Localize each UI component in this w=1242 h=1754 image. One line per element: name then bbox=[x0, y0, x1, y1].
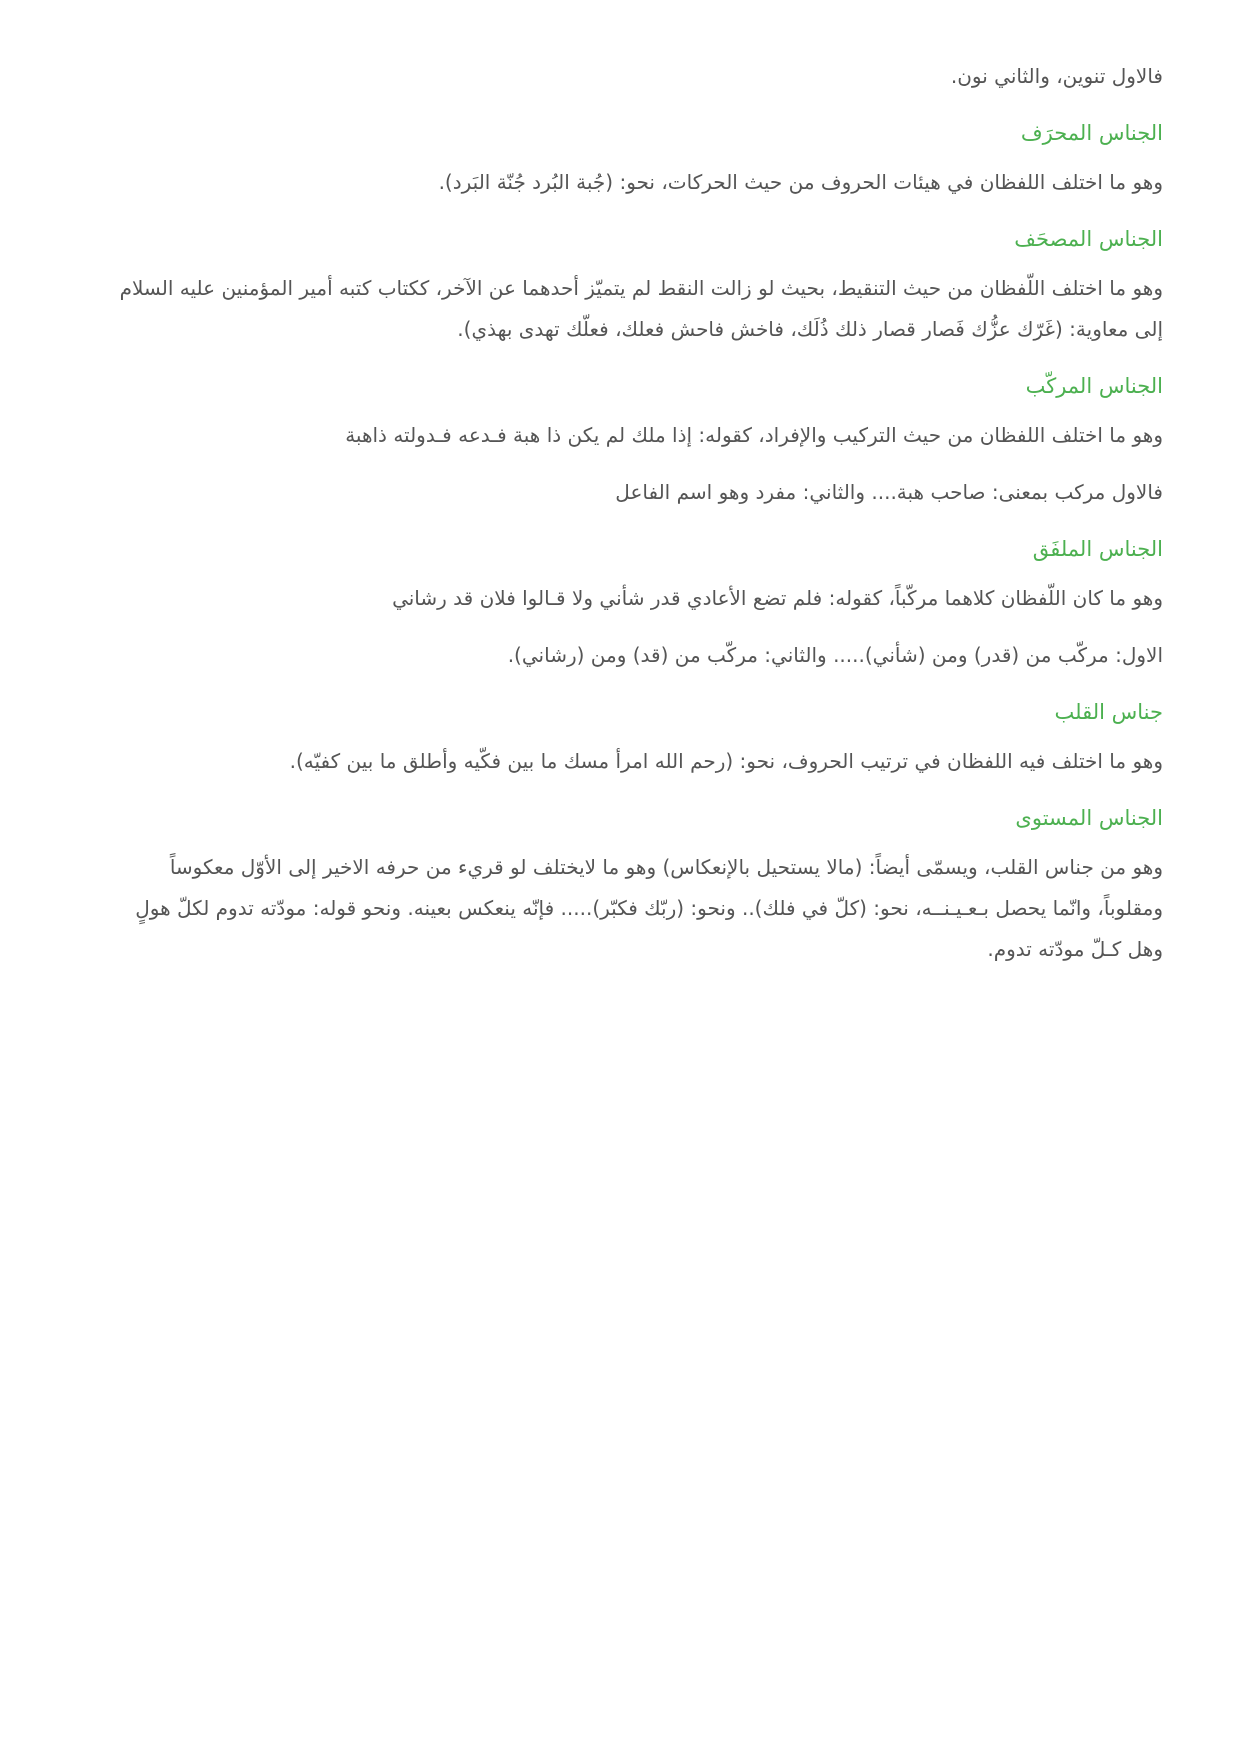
heading-muharraf: الجناس المحرَف bbox=[1020, 121, 1163, 145]
heading-mulaffaq: الجناس الملفَق bbox=[1032, 537, 1163, 561]
paragraph-murakkab-explanation: فالاول مركب بمعنى: صاحب هبة.... والثاني: مفرد وهو اسم الفاعل bbox=[615, 480, 1163, 504]
paragraph-mustawa: وهو من جناس القلب، ويسمّى أيضاً: (مالا يستحيل بالإنعكاس) وهو ما لايختلف لو قريء من حرفه الاخير إلى الأوّل معكوساً ومقلوباً، وانّما يحصل بـعـيـنــه، نحو: (كلّ في فلك).. ونحو: (ربّك فكبّر)..... فإنّه ينعكس بعينه. ونحو قوله: مودّته تدوم لكلّ هولٍ وهل كـلّ مودّته تدوم. bbox=[135, 855, 1163, 961]
paragraph-murakkab: وهو ما اختلف اللفظان من حيث التركيب والإفراد، كقوله: إذا ملك لم يكن ذا هبة فـدعه فـدولته ذاهبة bbox=[345, 423, 1163, 447]
paragraph-mulaffaq-explanation: الاول: مركّب من (قدر) ومن (شأني)..... والثاني: مركّب من (قد) ومن (رشاني). bbox=[507, 643, 1163, 667]
heading-mustawa: الجناس المستوى bbox=[1015, 806, 1163, 830]
paragraph-mulaffaq: وهو ما كان اللّفظان كلاهما مركّباً، كقوله: فلم تضع الأعادي قدر شأني ولا قـالوا فلان قد رشاني bbox=[392, 586, 1163, 610]
paragraph-tanween-noon: فالاول تنوين، والثاني نون. bbox=[950, 64, 1163, 88]
heading-qalb: جناس القلب bbox=[1054, 700, 1163, 724]
paragraph-muharraf: وهو ما اختلف اللفظان في هيئات الحروف من حيث الحركات، نحو: (جُبة البُرد جُنّة البَرد). bbox=[438, 170, 1163, 194]
heading-musahhaf: الجناس المصحَف bbox=[1014, 227, 1163, 251]
heading-murakkab: الجناس المركّب bbox=[1025, 374, 1163, 398]
paragraph-musahhaf: وهو ما اختلف اللّفظان من حيث التنقيط، بحيث لو زالت النقط لم يتميّز أحدهما عن الآخر، ككتاب كتبه أمير المؤمنين عليه السلام إلى معاوية: (غَرّك عزُّك فَصار قصار ذلك ذُلَك، فاخش فاحش فعلك، فعلّك تهدى بهذي). bbox=[119, 276, 1163, 341]
paragraph-qalb: وهو ما اختلف فيه اللفظان في ترتيب الحروف، نحو: (رحم الله امرأ مسك ما بين فكّيه وأطلق ما بين كفيّه). bbox=[289, 749, 1163, 773]
document-page bbox=[100, 56, 1163, 986]
